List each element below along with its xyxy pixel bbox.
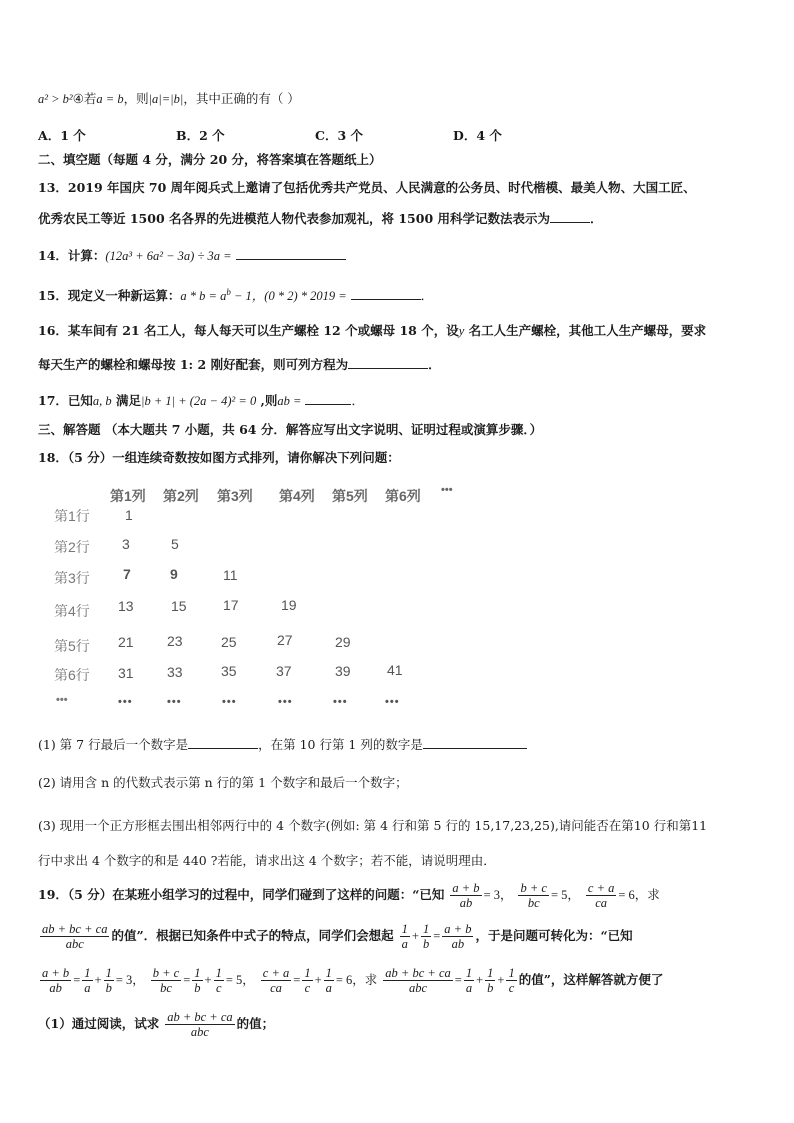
fraction: [383, 966, 452, 995]
cell: 29: [335, 634, 351, 650]
fraction: [82, 966, 92, 995]
denominator: b: [105, 981, 112, 995]
answer-blank: [351, 286, 421, 300]
fraction: [518, 881, 548, 910]
answer-blank: [188, 735, 258, 749]
cell: 5: [171, 536, 179, 552]
fraction: [586, 881, 616, 910]
numerator: b + c: [152, 966, 180, 980]
cell: 27: [277, 632, 293, 648]
fraction: [261, 966, 291, 995]
fraction: [324, 966, 334, 995]
cell: 13: [118, 598, 134, 614]
text: = 5，: [550, 888, 580, 902]
circled-four: ④: [72, 91, 84, 106]
fraction: [442, 922, 473, 951]
q14-line: [38, 246, 346, 264]
q19-line2: [38, 922, 633, 951]
denominator: b: [194, 981, 201, 995]
text: ,则: [256, 393, 278, 408]
cell: 33: [167, 664, 183, 680]
option-b: B．2 个: [176, 128, 225, 143]
numerator: 1: [105, 966, 112, 980]
cell: 31: [118, 665, 134, 681]
col-header: 第3列: [217, 488, 253, 504]
q18-title: 18．（5 分）一组连续奇数按如图方式排列，请你解决下列问题：: [38, 450, 400, 465]
fraction: [214, 966, 224, 995]
text: +: [314, 973, 322, 987]
q15-exponent: b: [226, 286, 231, 297]
section3-header: 三、解答题 （本大题共 7 小题，共 64 分．解答应写出文字说明、证明过程或演算步骤．）: [38, 422, 543, 437]
numerator: 1: [422, 922, 430, 936]
period: ．: [428, 357, 441, 372]
fraction: [40, 966, 71, 995]
text: +: [94, 973, 102, 987]
row-ellipsis: •••: [56, 694, 68, 706]
denominator: ab: [49, 981, 62, 995]
denominator: a: [84, 981, 91, 995]
q15-def: a * b = a: [180, 289, 227, 303]
denominator: bc: [160, 981, 172, 995]
fraction: [464, 966, 474, 995]
q18-part3-line2: 行中求出 4 个数字的和是 440 ?若能，请求出这 4 个数字；若不能，请说明理由．: [38, 853, 496, 868]
row-header: 第6行: [54, 667, 90, 683]
numerator: 1: [465, 966, 473, 980]
text: +: [497, 973, 505, 987]
cell: 39: [335, 663, 351, 679]
col-header: 第6列: [385, 488, 421, 504]
cell-ellipsis: •••: [167, 696, 182, 708]
numerator: 1: [84, 966, 91, 980]
row-header: 第1行: [54, 508, 90, 524]
denominator: c: [304, 981, 311, 995]
q13-text: 优秀农民工等近 1500 名各界的先进模范人物代表参加观礼，将 1500 用科学记数法表示为: [38, 211, 550, 226]
answer-blank: [305, 391, 351, 405]
numerator: 1: [325, 966, 332, 980]
equation: a = b: [96, 92, 124, 106]
text: ，则: [123, 91, 149, 106]
numerator: ab + bc + ca: [385, 966, 451, 980]
text: +: [204, 973, 212, 987]
numerator: ab + bc + ca: [167, 1010, 233, 1024]
denominator: a: [465, 981, 473, 995]
period: ．: [420, 288, 434, 303]
answer-blank: [348, 355, 428, 369]
section2-header: 二、填空题（每题 4 分，满分 20 分，将答案填在答题纸上）: [38, 152, 382, 167]
denominator: c: [215, 981, 222, 995]
q15-expression: (0 * 2) * 2019 =: [264, 289, 347, 303]
period: ．: [351, 393, 364, 408]
text: 名工人生产螺栓，其他工人生产螺母，要求: [464, 323, 707, 338]
text: =: [183, 973, 191, 987]
q18-part1: [38, 735, 527, 752]
text: +: [411, 929, 419, 943]
text: = 6，求: [335, 973, 378, 987]
answer-blank: [550, 209, 590, 223]
cell: 37: [276, 663, 292, 679]
numerator: 1: [304, 966, 311, 980]
cell: 15: [171, 598, 187, 614]
text: 的值”．根据已知条件中式子的特点，同学们会想起: [111, 928, 394, 943]
text: +: [476, 973, 484, 987]
denominator: b: [422, 937, 430, 951]
numerator: a + b: [452, 881, 480, 895]
cell-ellipsis: •••: [222, 696, 237, 708]
q15-line: [38, 286, 433, 304]
text: =: [433, 929, 441, 943]
text: = 3，: [483, 888, 513, 902]
col-header: 第4列: [279, 488, 315, 504]
col-ellipsis: •••: [441, 484, 453, 496]
q17-vars: a, b: [92, 394, 112, 408]
cell: 17: [223, 597, 239, 613]
q14-label: 14．计算：: [38, 248, 106, 263]
cell: 7: [123, 566, 131, 582]
fraction: [192, 966, 202, 995]
denominator: abc: [65, 937, 84, 951]
q16-line1: [38, 323, 706, 339]
fraction: [485, 966, 495, 995]
q15-label: 15．现定义一种新运算：: [38, 288, 181, 303]
fraction: [302, 966, 312, 995]
q17-expression: |b + 1| + (2a − 4)² = 0: [141, 394, 257, 408]
option-d: D．4 个: [453, 128, 502, 143]
text: ，其中正确的有（ ）: [183, 91, 300, 106]
cell-ellipsis: •••: [118, 696, 133, 708]
numerator: 1: [194, 966, 201, 980]
cell: 41: [387, 662, 403, 678]
numerator: 1: [487, 966, 494, 980]
numerator: b + c: [520, 881, 547, 895]
text: ，在第 10 行第 1 列的数字是: [258, 737, 423, 752]
denominator: ca: [595, 896, 608, 910]
denominator: bc: [527, 896, 540, 910]
denominator: a: [325, 981, 332, 995]
var-y: y: [458, 324, 465, 338]
q17-ab: ab =: [277, 394, 302, 408]
denominator: abc: [190, 1025, 209, 1039]
cell: 25: [221, 634, 237, 650]
text: 16．某车间有 21 名工人，每人每天可以生产螺栓 12 个或螺母 18 个，设: [38, 323, 459, 338]
abs-equation: |a|=|b|: [148, 92, 184, 106]
fraction: [151, 966, 181, 995]
cell-ellipsis: •••: [385, 696, 400, 708]
text: =: [454, 973, 462, 987]
col-header: 第2列: [163, 488, 199, 504]
answer-blank: [236, 246, 346, 260]
cell: 35: [221, 663, 237, 679]
row-header: 第3行: [54, 570, 90, 586]
q19-line3: [38, 966, 663, 995]
numerator: c + a: [262, 966, 290, 980]
text: 满足: [111, 393, 142, 408]
denominator: ab: [459, 896, 473, 910]
numerator: 1: [215, 966, 222, 980]
fraction: [40, 922, 109, 951]
fraction: [450, 881, 481, 910]
cell: 21: [118, 634, 134, 650]
cell: 19: [281, 597, 297, 613]
answer-blank: [423, 735, 527, 749]
numerator: c + a: [587, 881, 615, 895]
denominator: ab: [451, 937, 465, 951]
option-a: A．1 个: [38, 128, 86, 143]
denominator: a: [401, 937, 408, 951]
text: =: [293, 973, 301, 987]
col-header: 第1列: [110, 488, 146, 504]
cell: 23: [167, 633, 183, 649]
fraction: [506, 966, 516, 995]
numerator: 1: [401, 922, 408, 936]
text: （1）通过阅读，试求: [38, 1016, 160, 1031]
q13-line2: [38, 209, 603, 226]
period: ．: [590, 211, 603, 226]
text: = 5，: [225, 973, 255, 987]
numerator: 1: [508, 966, 515, 980]
cell: 11: [223, 567, 238, 583]
q19-part1: [38, 1010, 274, 1039]
inequality: a² > b²: [38, 92, 73, 106]
q18-part3-line1: (3) 现用一个正方形框去围出相邻两行中的 4 个数字(例如: 第 4 行和第 5 行的 15,17,23,25),请问能否在第10 行和第11: [38, 818, 708, 833]
fraction: [421, 922, 431, 951]
numerator: a + b: [444, 922, 472, 936]
text: 若: [83, 91, 97, 106]
q12-tail-line: [38, 91, 300, 107]
row-header: 第5行: [54, 638, 90, 654]
cell: 3: [122, 536, 130, 552]
cell-ellipsis: •••: [278, 696, 293, 708]
text: 的值”，这样解答就方便了: [518, 972, 664, 987]
q16-line2: [38, 355, 441, 372]
numerator: a + b: [42, 966, 70, 980]
q18-part2: (2) 请用含 n 的代数式表示第 n 行的第 1 个数字和最后一个数字；: [38, 775, 408, 790]
fraction: [400, 922, 410, 951]
denominator: c: [508, 981, 515, 995]
text: ，于是问题可转化为：“已知: [475, 928, 633, 943]
q13-line1: 13．2019 年国庆 70 周年阅兵式上邀请了包括优秀共产党员、人民满意的公务员、时代楷模、最美人物、大国工匠、: [38, 180, 696, 195]
denominator: ca: [270, 981, 282, 995]
q14-expression: (12a³ + 6a² − 3a) ÷ 3a =: [105, 249, 232, 263]
text: = 6，求: [618, 888, 660, 902]
text: = 3，: [115, 973, 145, 987]
option-c: C．3 个: [315, 128, 363, 143]
q15-def-tail: − 1，: [230, 289, 265, 303]
text: (1) 第 7 行最后一个数字是: [38, 737, 189, 752]
numerator: ab + bc + ca: [42, 922, 108, 936]
fraction: [165, 1010, 234, 1039]
text: 的值；: [236, 1016, 275, 1031]
denominator: abc: [409, 981, 428, 995]
col-header: 第5列: [332, 488, 368, 504]
cell-ellipsis: •••: [333, 696, 348, 708]
denominator: b: [487, 981, 494, 995]
row-header: 第2行: [54, 539, 90, 555]
cell: 1: [125, 507, 133, 523]
text: =: [73, 973, 81, 987]
q19-line1: [38, 881, 660, 910]
text: 19．（5 分）在某班小组学习的过程中，同学们碰到了这样的问题：“已知: [38, 887, 445, 902]
fraction: [104, 966, 114, 995]
q17-line: [38, 391, 364, 409]
text: 每天生产的螺栓和螺母按 1: 2 刚好配套，则可列方程为: [38, 357, 349, 372]
q17-label: 17．已知: [38, 393, 93, 408]
cell: 9: [170, 566, 178, 582]
row-header: 第4行: [54, 603, 90, 619]
